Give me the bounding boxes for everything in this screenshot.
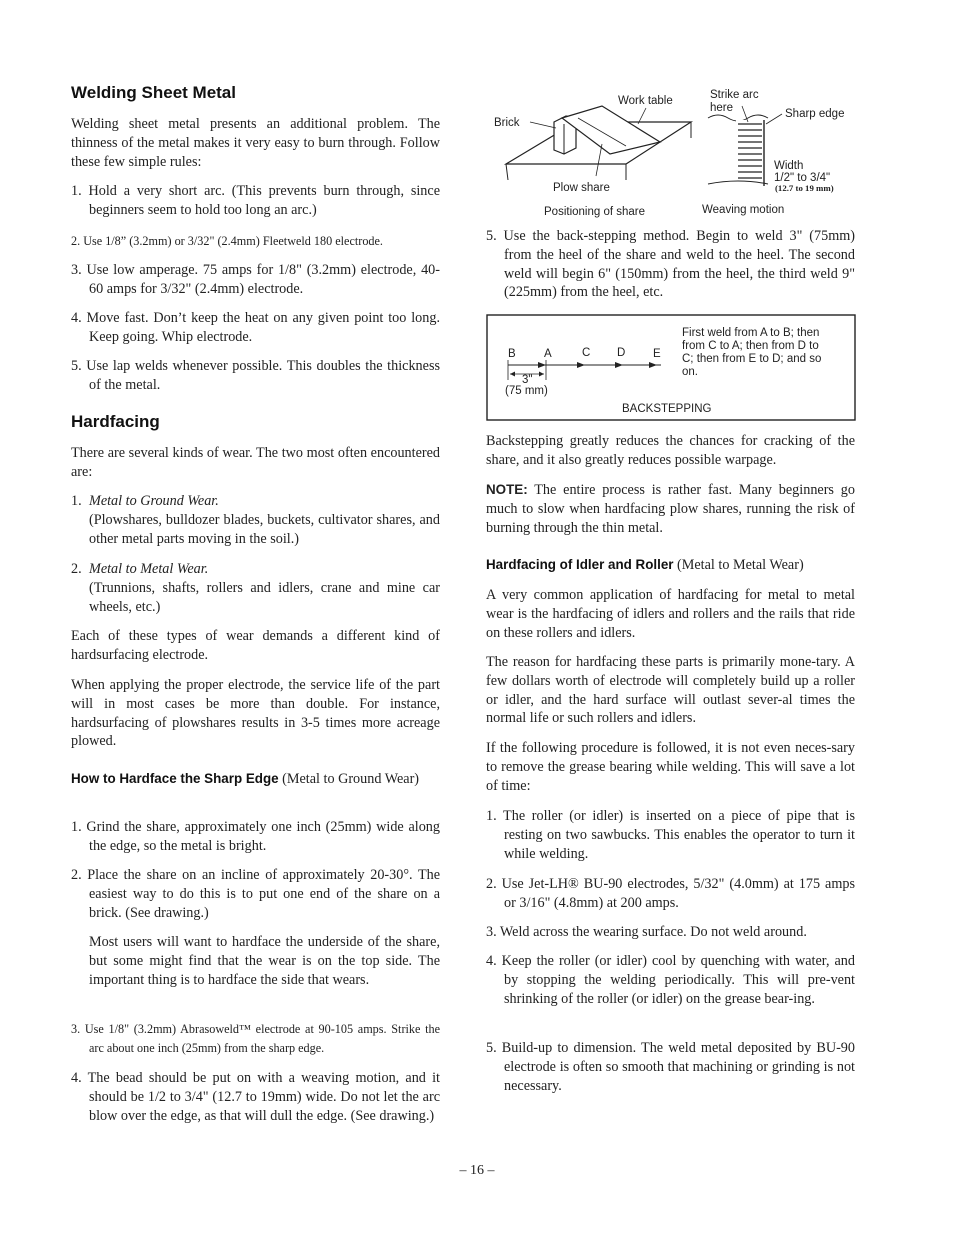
paragraph-common: A very common application of hardfacing for metal to metal wear is the hardfacing of idlers and rollers and the rails that ride on these rollers and idlers. <box>486 587 855 641</box>
note-paragraph <box>486 481 855 537</box>
point-label: E <box>653 348 661 360</box>
section-title-sheet-metal: Welding Sheet Metal <box>71 83 236 102</box>
wear-title: Metal to Ground Wear. <box>89 493 219 509</box>
label-brick: Brick <box>494 117 520 129</box>
point-label: C <box>582 347 591 359</box>
point-label: B <box>508 348 516 360</box>
subsection-subtitle: (Metal to Metal Wear) <box>673 557 804 573</box>
wear-description: (Plowshares, bulldozer blades, buckets, cultivator shares, and other metal parts moving in the soil.) <box>89 512 440 547</box>
paragraph-wear-intro: There are several kinds of wear. The two most often encountered are: <box>71 445 440 480</box>
paragraph-apply: When applying the proper electrode, the service life of the part will in most cases be more than double. For instance, hardsurfacing of plowshares results in 3-5 times more acreage plowed. <box>71 677 440 750</box>
list-item: 3. Use low amperage. 75 amps for 1/8" (3.2mm) electrode, 40-60 amps for 3/32" (2.4mm) electrode. <box>71 262 440 297</box>
subsection-heading: How to Hardface the Sharp Edge <box>71 771 279 786</box>
point-label: A <box>544 348 552 360</box>
paragraph-each: Each of these types of wear demands a different kind of hardsurfacing electrode. <box>71 628 440 663</box>
list-item: 1. Hold a very short arc. (This prevents burn through, since beginners seem to hold too long an arc.) <box>71 183 440 218</box>
list-item: 1. Grind the share, approximately one inch (25mm) wide along the edge, so the metal is bright. <box>71 819 440 854</box>
list-item: 2. Use Jet-LH® BU-90 electrodes, 5/32" (4.0mm) at 175 amps or 3/16" (4.8mm) at 200 amps. <box>486 876 855 911</box>
plow-share-shape <box>562 106 660 154</box>
paragraph-sheet-intro: Welding sheet metal presents an additional problem. The thinness of the metal makes it very easy to burn through. Follow these few simple rules: <box>71 116 440 170</box>
label-strike-arc: Strike arc <box>710 89 759 101</box>
point-label: D <box>617 347 626 359</box>
label-width: Width <box>774 160 804 172</box>
section-title-hardfacing: Hardfacing <box>71 412 160 431</box>
list-number: 1. <box>71 493 82 509</box>
paragraph-underside: Most users will want to hardface the underside of the share, but some might find that the wear is on the top side. The important thing is to hardface the side that wears. <box>89 934 440 988</box>
label-sharp-edge: Sharp edge <box>785 108 845 120</box>
note-text: The entire process is rather fast. Many beginners go much to slow when hardfacing plow shares, running the risk of burning through the thin metal. <box>486 482 855 536</box>
label-width-value: 1/2" to 3/4" <box>774 172 831 184</box>
list-item: 4. Move fast. Don’t keep the heat on any given point too long. Keep going. Whip electrode. <box>71 310 440 345</box>
caption-weaving: Weaving motion <box>702 204 785 216</box>
wear-description: (Trunnions, shafts, rollers and idlers, crane and mine car wheels, etc.) <box>89 580 440 615</box>
label-plow-share: Plow share <box>553 182 610 194</box>
caption-positioning: Positioning of share <box>544 206 646 218</box>
plow-share-figure <box>486 84 856 222</box>
dimension-mm-label: (75 mm) <box>505 385 548 397</box>
list-item: 5. Build-up to dimension. The weld metal deposited by BU-90 electrode is often so smooth that machining or grinding is not necessary. <box>486 1040 855 1094</box>
dimension-label: 3" <box>522 374 533 386</box>
wear-title: Metal to Metal Wear. <box>89 561 209 577</box>
caption-backstepping: BACKSTEPPING <box>622 403 712 415</box>
note-label: NOTE: <box>486 482 528 497</box>
list-item: 2. Place the share on an incline of approximately 20-30°. The easiest way to do this is to put one end of the share on a brick. (See drawing.) <box>71 867 440 921</box>
subsection-title-idler <box>486 556 855 575</box>
paragraph-backstepping: Backstepping greatly reduces the chances for cracking of the share, and it also greatly reduces possible warpage. <box>486 433 855 468</box>
label-width-mm: (12.7 to 19 mm) <box>775 183 834 193</box>
label-here: here <box>710 102 734 114</box>
subsection-subtitle: (Metal to Ground Wear) <box>282 771 420 787</box>
backstep-text: First weld from A to B; then <box>682 327 820 339</box>
list-number: 2. <box>71 561 82 577</box>
list-item: 4. The bead should be put on with a weaving motion, and it should be 1/2 to 3/4" (12.7 to 19mm) wide. Do not let the arc blow over the edge, as that will dull the edge. (See drawing.) <box>71 1070 440 1124</box>
list-item: 5. Use lap welds whenever possible. This doubles the thickness of the metal. <box>71 358 440 393</box>
backstepping-figure <box>486 314 856 422</box>
list-item: 3. Weld across the wearing surface. Do not weld around. <box>486 924 807 940</box>
paragraph-reason: The reason for hardfacing these parts is primarily mone-tary. A few dollars worth of electrode will completely build up a roller or idler, and the hard surface will outlast sever-al times the normal life or such rollers and idlers. <box>486 654 855 727</box>
label-work-table: Work table <box>618 95 673 107</box>
backstep-text: on. <box>682 366 698 378</box>
list-item: 1. The roller (or idler) is inserted on a piece of pipe that is resting on two sawbucks. This enables the operator to turn it while welding. <box>486 808 855 862</box>
paragraph-follow: If the following procedure is followed, it is not even neces-sary to remove the grease bearing while welding. This will save a lot of time: <box>486 740 855 794</box>
subsection-title-sharp-edge <box>71 770 440 789</box>
list-item: 5. Use the back-stepping method. Begin to weld 3" (75mm) from the heel of the share and weld to the heel. The second weld will begin 6" (150mm) from the heel, the third weld 9" (225mm) from the heel, etc. <box>486 228 855 301</box>
backstep-text: from C to A; then from D to <box>682 340 819 352</box>
list-item: 3. Use 1/8" (3.2mm) Abrasoweld™ electrode at 90-105 amps. Strike the arc about one inch (25mm) from the sharp edge. <box>71 1022 440 1055</box>
list-item: 2. Use 1/8” (3.2mm) or 3/32" (2.4mm) Fleetweld 180 electrode. <box>71 234 383 248</box>
subsection-heading: Hardfacing of Idler and Roller <box>486 557 674 572</box>
backstep-text: C; then from E to D; and so <box>682 353 822 365</box>
list-item: 4. Keep the roller (or idler) cool by quenching with water, and by stopping the welding periodically. This will pre-vent shrinking of the roller (or idler) on the grease bear-ing. <box>486 953 855 1007</box>
page-number: – 16 – <box>459 1163 495 1178</box>
